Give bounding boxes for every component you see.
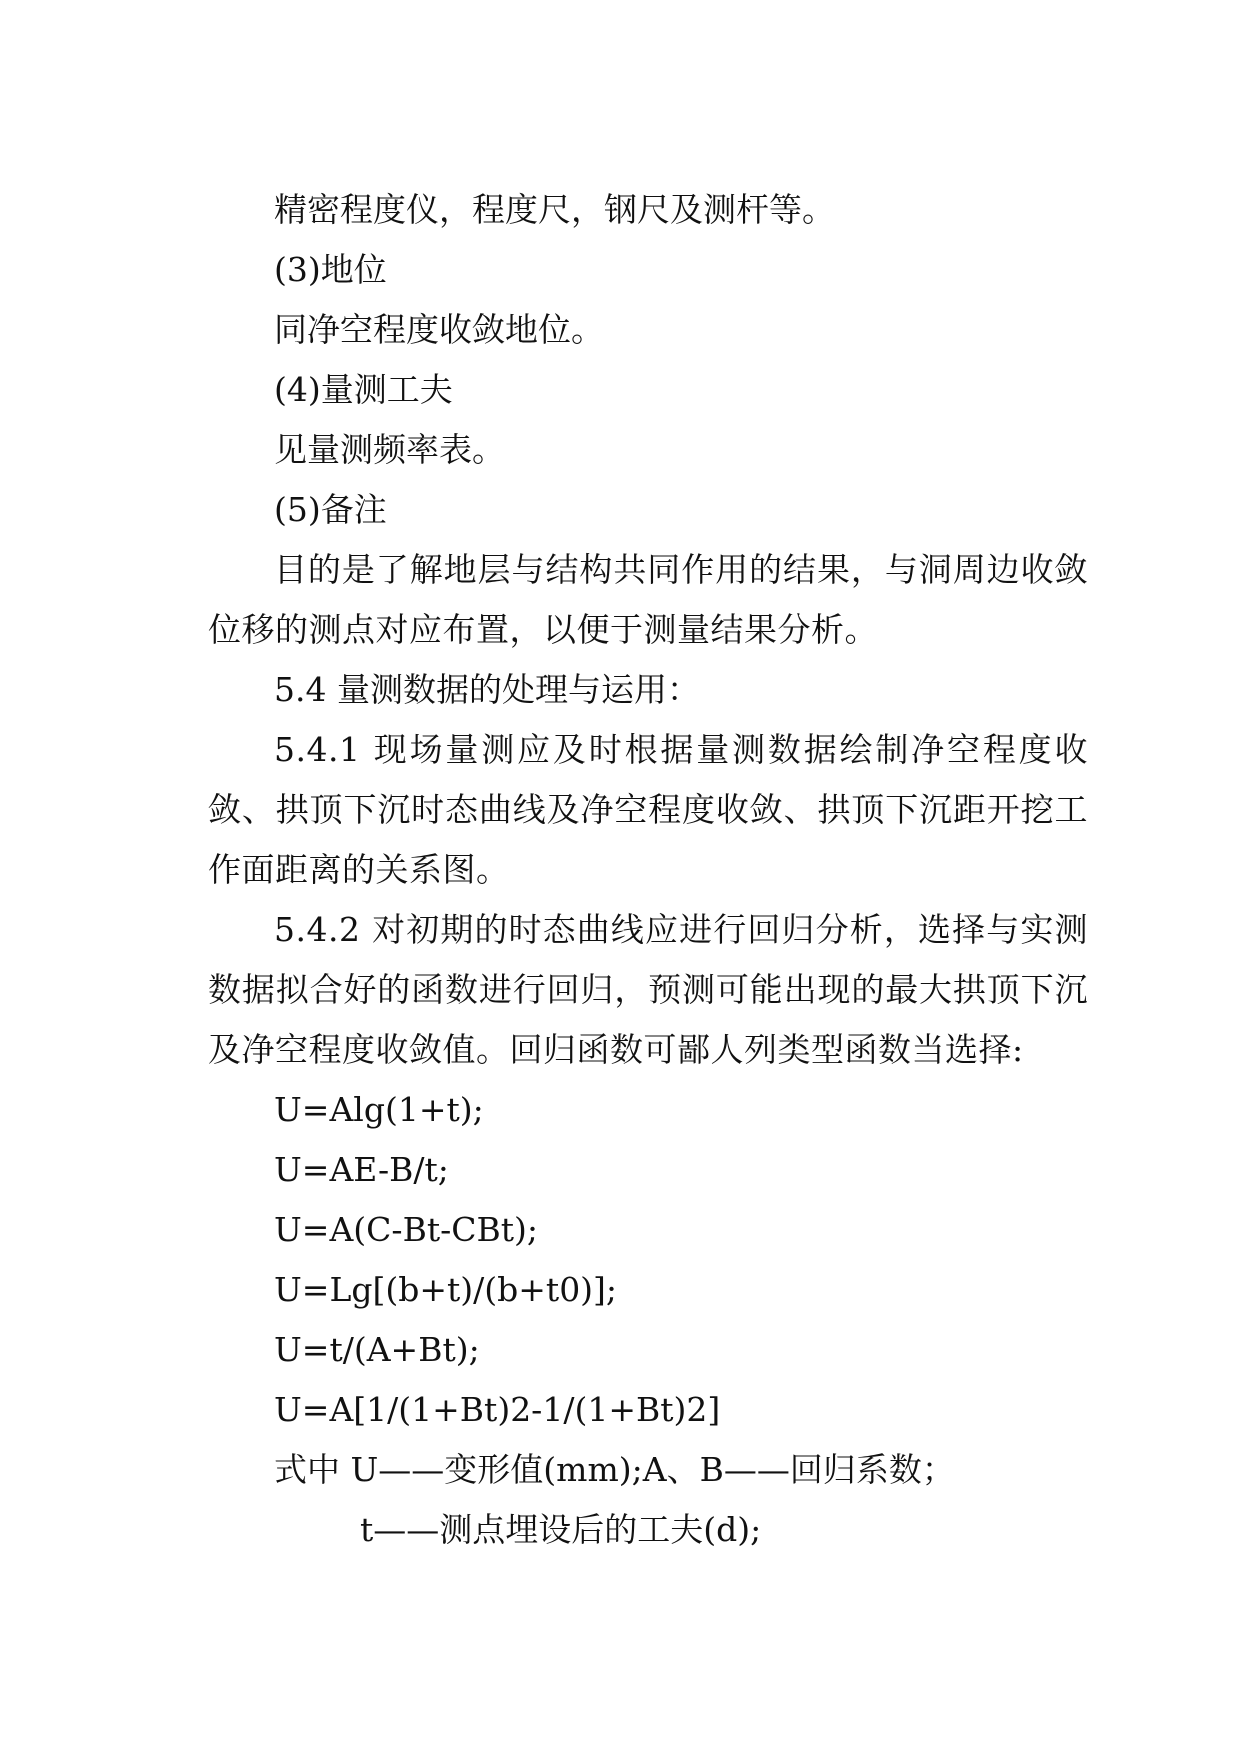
paragraph-5-4-1: 5.4.1 现场量测应及时根据量测数据绘制净空程度收敛、拱顶下沉时态曲线及净空程度收敛、拱顶下沉距开挖工作面距离的关系图。 — [208, 730, 1088, 889]
formula-4: U=Lg[(b+t)/(b+t0)]; — [274, 1270, 618, 1309]
section-heading-5-4: 5.4 量测数据的处理与运用： — [274, 670, 700, 709]
paragraph-5-4-2: 5.4.2 对初期的时态曲线应进行回归分析，选择与实测数据拟合好的函数进行回归，预测可能出现的最大拱顶下沉及净空程度收敛值。回归函数可鄙人列类型函数当选择: — [208, 910, 1088, 1069]
formula-2: U=AE-B/t; — [274, 1150, 449, 1189]
formula-3: U=A(C-Bt-CBt); — [274, 1210, 538, 1249]
formula-6: U=A[1/(1+Bt)2-1/(1+Bt)2] — [274, 1390, 721, 1429]
time-paragraph: 见量测频率表。 — [274, 430, 505, 469]
section-heading-time: (4)量测工夫 — [274, 370, 453, 409]
remarks-paragraph: 目的是了解地层与结构共同作用的结果，与洞周边收敛位移的测点对应布置，以便于测量结果分析。 — [208, 550, 1088, 649]
formula-1: U=Alg(1+t); — [274, 1090, 484, 1129]
formula-note-2: t——测点埋设后的工夫(d); — [360, 1510, 762, 1549]
equipment-paragraph: 精密程度仪，程度尺，钢尺及测杆等。 — [274, 190, 835, 229]
position-paragraph: 同净空程度收敛地位。 — [274, 310, 604, 349]
document-body — [208, 180, 1088, 1560]
formula-note-1: 式中 U——变形值(mm);A、B——回归系数； — [274, 1450, 955, 1489]
section-heading-position: (3)地位 — [274, 250, 387, 289]
section-heading-remarks: (5)备注 — [274, 490, 387, 529]
formula-5: U=t/(A+Bt); — [274, 1330, 480, 1369]
